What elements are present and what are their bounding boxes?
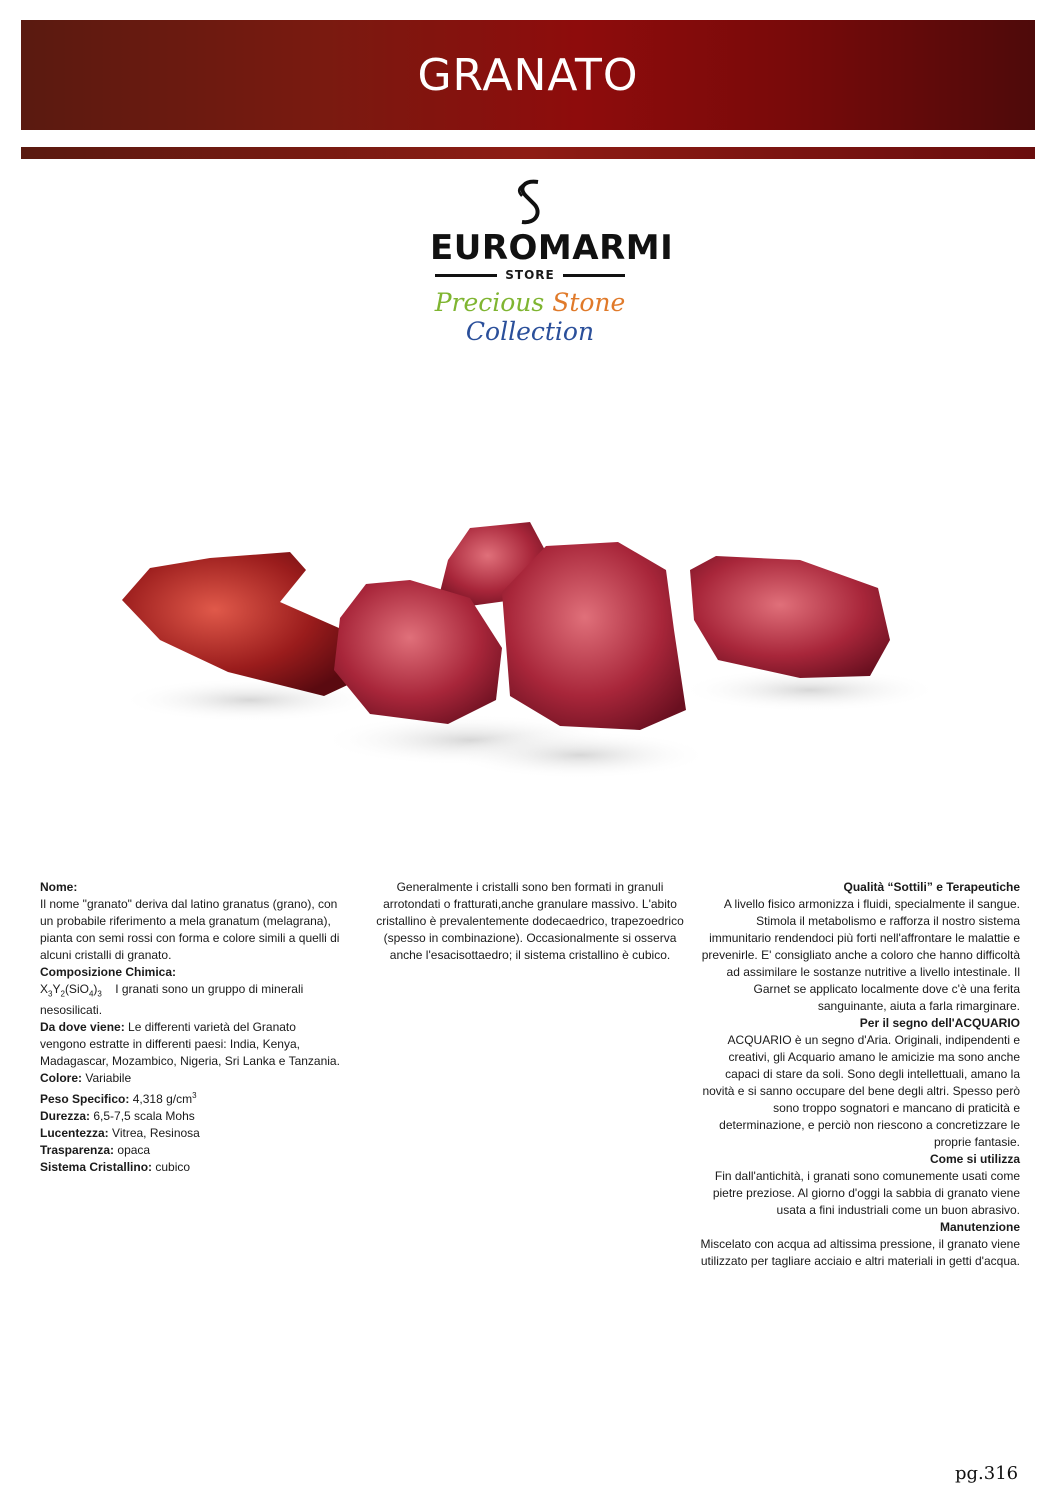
logo-line-right [563, 274, 625, 277]
title-banner [21, 20, 1035, 130]
tagline-stone: Stone [552, 288, 626, 317]
nome-label: Nome: [40, 880, 78, 894]
hardness-label: Durezza: [40, 1109, 91, 1124]
divider-stripe [21, 147, 1035, 159]
composition-section [40, 964, 340, 1019]
zodiac-text: ACQUARIO è un segno d'Aria. Originali, indipendenti e creativi, gli Acquario amano le amicizie ma sono anche capaci di stare da soli. Sono degli intellettuali, amano la novità e si sanno occupare del bene degli altri. Spesso però sono troppo sognatori e mancano di praticità e determinazione, e perciò non riescono a concretizzare le proprie fantasie. [702, 1033, 1020, 1149]
transparency-value: opaca [117, 1143, 151, 1158]
origin-label: Da dove viene: [40, 1020, 125, 1035]
color-row [40, 1070, 340, 1087]
nome-text: Il nome "granato" deriva dal latino granatus (grano), con un probabile riferimento a mela granatum (melagrana), pianta con semi rossi con forma e colore simili a quelli di alcuni cristalli di granato. [40, 897, 340, 962]
page-title: GRANATO [417, 49, 639, 101]
garnet-stones-photo [110, 500, 970, 820]
weight-unit-exponent: 3 [192, 1091, 197, 1101]
color-value: Variabile [85, 1071, 132, 1086]
weight-label: Peso Specifico: [40, 1092, 130, 1107]
zodiac-heading: Per il segno dell'ACQUARIO [859, 1016, 1020, 1030]
stone-shadow-3 [450, 731, 710, 779]
weight-row [40, 1087, 340, 1108]
weight-value: 4,318 g/cm [132, 1092, 193, 1107]
color-label: Colore: [40, 1071, 82, 1086]
properties-detail-column [700, 879, 1020, 1270]
tagline-precious: Precious [434, 288, 545, 317]
maintenance-text: Miscelato con acqua ad altissima pressione, il granato viene utilizzato per tagliare acciaio e altri materiali in getti d'acqua. [700, 1237, 1020, 1268]
nome-section [40, 879, 340, 964]
composition-text: I granati sono un gruppo di minerali nesosilicati. [40, 982, 304, 1018]
crystal-system-value: cubico [155, 1160, 191, 1175]
usage-heading: Come si utilizza [929, 1152, 1020, 1166]
euromarmi-logo [430, 178, 674, 282]
composition-label: Composizione Chimica: [40, 965, 177, 979]
luster-row [40, 1125, 340, 1142]
usage-text: Fin dall'antichità, i granati sono comunemente usati come pietre preziose. Al giorno d'oggi la sabbia di granato viene usata a fini industriali come un buon abrasivo. [712, 1169, 1020, 1217]
qualities-text: A livello fisico armonizza i fluidi, specialmente il sangue. Stimola il metabolismo e rafforza il nostro sistema immunitario rendendoci più forti nell'affrontare le malattie e prevenirle. E' consigliato anche a coloro che hanno difficoltà ad assimilare le sostanze nutritive a livello intestinale. Il Garnet se applicato localmente dove c'è una ferita sanguinante, aiuta a farla rimarginare. [701, 897, 1020, 1013]
maintenance-heading: Manutenzione [940, 1220, 1020, 1234]
logo-store-row [430, 268, 630, 282]
logo-s-icon [510, 178, 550, 228]
logo-line-left [435, 274, 497, 277]
garnet-stone-5 [690, 556, 890, 678]
page-number: pg.316 [955, 1463, 1019, 1484]
crystal-system-row [40, 1159, 340, 1176]
crystal-description: Generalmente i cristalli sono ben formati in granuli arrotondati o fratturati,anche granulare massivo. L'abito cristallino è prevalentemente dodecaedrico, trapezoedrico (spesso in combinazione). Occasionalmente si osserva anche l'esacisottaedro; il sistema cristallino è cubico. [376, 880, 684, 962]
logo-store: STORE [505, 268, 555, 282]
luster-label: Lucentezza: [40, 1126, 109, 1141]
hardness-value: 6,5-7,5 scala Mohs [93, 1109, 195, 1124]
collection-tagline [380, 288, 680, 346]
hardness-row [40, 1108, 340, 1125]
logo-name: EUROMARMI [430, 228, 674, 268]
properties-column [40, 879, 340, 1176]
crystal-description-column [372, 879, 688, 964]
transparency-label: Trasparenza: [40, 1143, 115, 1158]
tagline-collection: Collection [465, 317, 595, 346]
origin-section [40, 1019, 340, 1070]
garnet-stone-1 [122, 552, 354, 696]
origin-text: Le differenti varietà del Granato vengono estratte in differenti paesi: India, Kenya, Madagascar, Mozambico, Nigeria, Sri Lanka e Tanzania. [40, 1020, 340, 1069]
luster-value: Vitrea, Resinosa [112, 1126, 200, 1141]
transparency-row [40, 1142, 340, 1159]
qualities-heading: Qualità “Sottili” e Terapeutiche [843, 880, 1020, 894]
crystal-system-label: Sistema Cristallino: [40, 1160, 153, 1175]
composition-formula: $X_3Y_2(SiO_4)_3$ [40, 982, 102, 999]
garnet-stone-4 [502, 542, 686, 730]
